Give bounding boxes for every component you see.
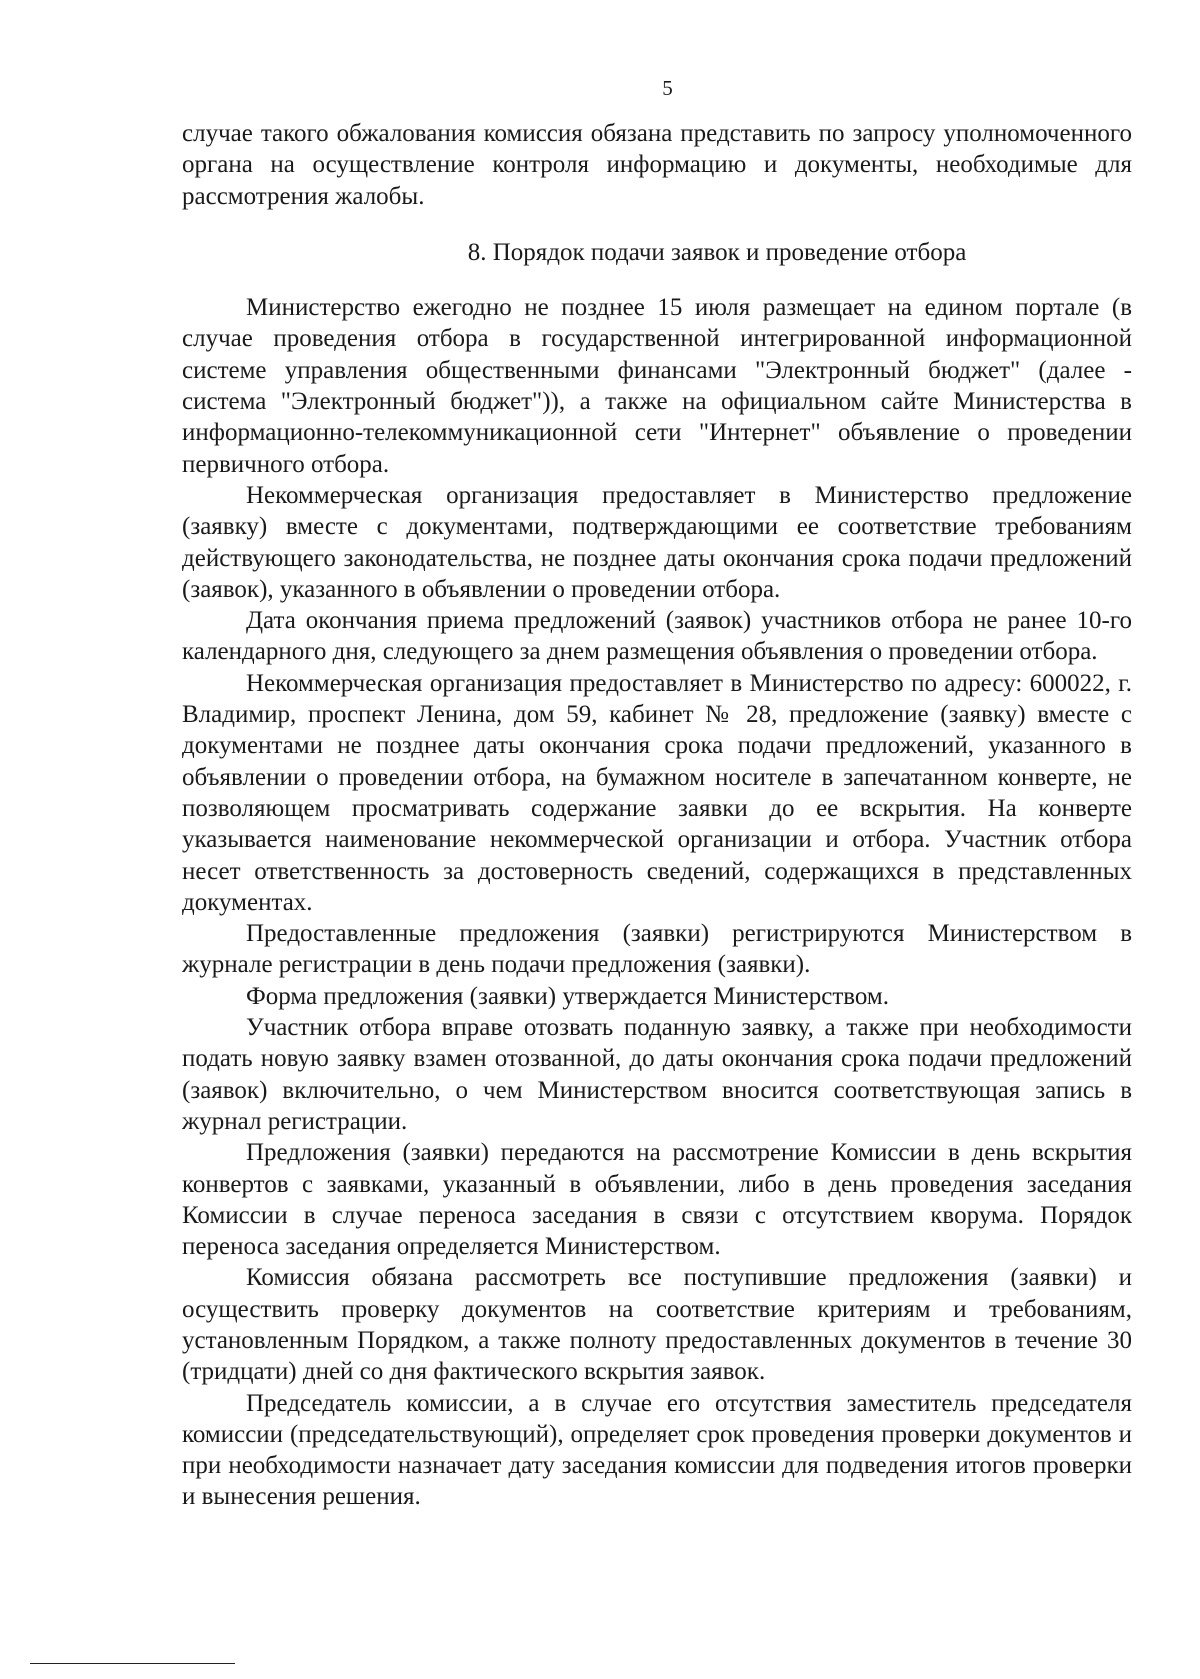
paragraph-form: Форма предложения (заявки) утверждается Министерством. bbox=[246, 982, 890, 1010]
document-body bbox=[182, 118, 1132, 1513]
footnote-divider bbox=[30, 1663, 235, 1664]
paragraph-transfer-to-commission: Предложения (заявки) передаются на рассмотрение Комиссии в день вскрытия конвертов с заявками, указанный в объявлении, либо в день проведения заседания Комиссии в случае переноса заседания в связи с отсутствием кворума. Порядок переноса заседания определяется Министерством. bbox=[182, 1139, 1132, 1261]
page-number: 5 bbox=[662, 76, 673, 100]
paragraph-address: Некоммерческая организация предоставляет в Министерство по адресу: 600022, г. Владимир, проспект Ленина, дом 59, кабинет № 28, предложение (заявку) вместе с документами не позднее даты окончания срока подачи предложений, указанного в объявлении о проведении отбора, на бумажном носителе в запечатанном конверте, не позволяющем просматривать содержание заявки до ее вскрытия. На конверте указывается наименование некоммерческой организации и отбора. Участник отбора несет ответственность за достоверность сведений, содержащихся в представленных документах. bbox=[182, 669, 1132, 916]
paragraph-announcement: Министерство ежегодно не позднее 15 июля размещает на едином портале (в случае проведения отбора в государственной интегрированной информационной системе управления общественными финансами "Электронный бюджет" (далее - система "Электронный бюджет")), а также на официальном сайте Министерства в информационно-телекоммуникационной сети "Интернет" объявление о проведении первичного отбора. bbox=[182, 294, 1132, 478]
paragraph-continuation: случае такого обжалования комиссия обязана представить по запросу уполномоченного органа на осуществление контроля информацию и документы, необходимые для рассмотрения жалобы. bbox=[182, 120, 1132, 210]
section-heading: 8. Порядок подачи заявок и проведение отбора bbox=[467, 238, 967, 266]
paragraph-commission-review: Комиссия обязана рассмотреть все поступившие предложения (заявки) и осуществить проверку документов на соответствие критериям и требованиям, установленным Порядком, а также полноту предоставленных документов в течение 30 (тридцати) дней со дня фактического вскрытия заявок. bbox=[182, 1264, 1132, 1386]
paragraph-deadline: Дата окончания приема предложений (заявок) участников отбора не ранее 10-го календарного дня, следующего за днем размещения объявления о проведении отбора. bbox=[182, 607, 1132, 666]
paragraph-chairman: Председатель комиссии, а в случае его отсутствия заместитель председателя комиссии (председательствующий), определяет срок проведения проверки документов и при необходимости назначает дату заседания комиссии для подведения итогов проверки и вынесения решения. bbox=[182, 1389, 1132, 1511]
paragraph-withdrawal: Участник отбора вправе отозвать поданную заявку, а также при необходимости подать новую заявку взамен отозванной, до даты окончания срока подачи предложений (заявок) включительно, о чем Министерством вносится соответствующая запись в журнал регистрации. bbox=[182, 1014, 1132, 1135]
paragraph-application-submission: Некоммерческая организация предоставляет в Министерство предложение (заявку) вместе с документами, подтверждающими ее соответствие требованиям действующего законодательства, не позднее даты окончания срока подачи предложений (заявок), указанного в объявлении о проведении отбора. bbox=[182, 481, 1132, 603]
paragraph-registration: Предоставленные предложения (заявки) регистрируются Министерством в журнале регистрации в день подачи предложения (заявки). bbox=[182, 920, 1132, 979]
